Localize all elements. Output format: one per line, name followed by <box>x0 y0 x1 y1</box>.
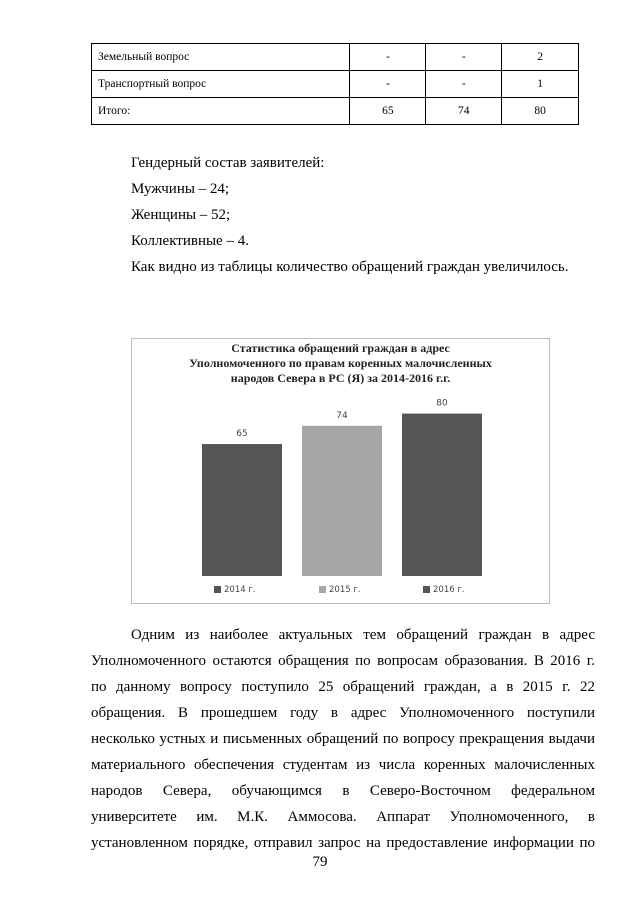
appeals-table <box>91 43 579 125</box>
body-line: Уполномоченного остаются обращения по вопросам образования. В 2016 г. <box>91 653 595 669</box>
bar-data-label: 74 <box>336 410 348 421</box>
chart-title-line: народов Севера в РС (Я) за 2014-2016 г.г. <box>230 371 451 385</box>
appeals-chart <box>131 338 550 604</box>
bar-1 <box>202 444 282 576</box>
legend-item-2014 <box>214 585 256 595</box>
table-cell-2016: 2 <box>502 44 579 71</box>
legend-label: 2015 г. <box>329 585 361 595</box>
bar-3 <box>402 414 482 576</box>
chart-title <box>132 341 549 386</box>
legend-label: 2014 г. <box>224 585 256 595</box>
chart-title-line: Уполномоченного по правам коренных малочисленных <box>189 356 492 370</box>
body-line: по данному вопросу поступило 25 обращений граждан, а в 2015 г. 22 <box>91 679 595 695</box>
bar-data-label: 65 <box>236 429 248 440</box>
table-cell-2016: 1 <box>502 71 579 98</box>
table-conclusion: Как видно из таблицы количество обращений граждан увеличилось. <box>131 259 569 275</box>
table-cell-2015: - <box>426 71 502 98</box>
legend-swatch <box>214 586 221 593</box>
body-line: обращения. В прошедшем году в адрес Уполномоченного поступили <box>91 705 595 721</box>
page-number: 79 <box>312 854 328 870</box>
body-line: университете им. М.К. Аммосова. Аппарат Уполномоченного, в <box>91 809 595 825</box>
gender-heading: Гендерный состав заявителей: <box>131 155 325 171</box>
table-row <box>92 44 579 71</box>
table-cell-2016: 80 <box>502 98 579 125</box>
chart-legend <box>132 585 549 599</box>
legend-item-2015 <box>319 585 361 595</box>
body-line: несколько устных и письменных обращений по вопросу прекращения выдачи <box>91 731 595 747</box>
table-cell-2015: 74 <box>426 98 502 125</box>
legend-swatch <box>423 586 430 593</box>
bar-data-label: 80 <box>436 398 448 409</box>
legend-item-2016 <box>423 585 465 595</box>
table-row-total <box>92 98 579 125</box>
table-row <box>92 71 579 98</box>
gender-collective: Коллективные – 4. <box>131 233 249 249</box>
table-cell-2014: 65 <box>350 98 426 125</box>
table-cell-2014: - <box>350 44 426 71</box>
table-cell-label: Транспортный вопрос <box>92 71 350 98</box>
body-line: Одним из наиболее актуальных тем обращений граждан в адрес <box>131 627 595 643</box>
body-line: установленном порядке, отправил запрос на предоставление информации по <box>91 835 595 851</box>
legend-swatch <box>319 586 326 593</box>
chart-title-line: Статистика обращений граждан в адрес <box>231 341 450 355</box>
body-line: материального обеспечения студентам из числа коренных малочисленных <box>91 757 595 773</box>
table-cell-2015: - <box>426 44 502 71</box>
table-cell-label: Итого: <box>92 98 350 125</box>
bar-2 <box>302 426 382 576</box>
body-line: народов Севера, обучающимся в Северо-Восточном федеральном <box>91 783 595 799</box>
gender-women: Женщины – 52; <box>131 207 231 223</box>
gender-men: Мужчины – 24; <box>131 181 230 197</box>
table-cell-label: Земельный вопрос <box>92 44 350 71</box>
legend-label: 2016 г. <box>433 585 465 595</box>
table-cell-2014: - <box>350 71 426 98</box>
